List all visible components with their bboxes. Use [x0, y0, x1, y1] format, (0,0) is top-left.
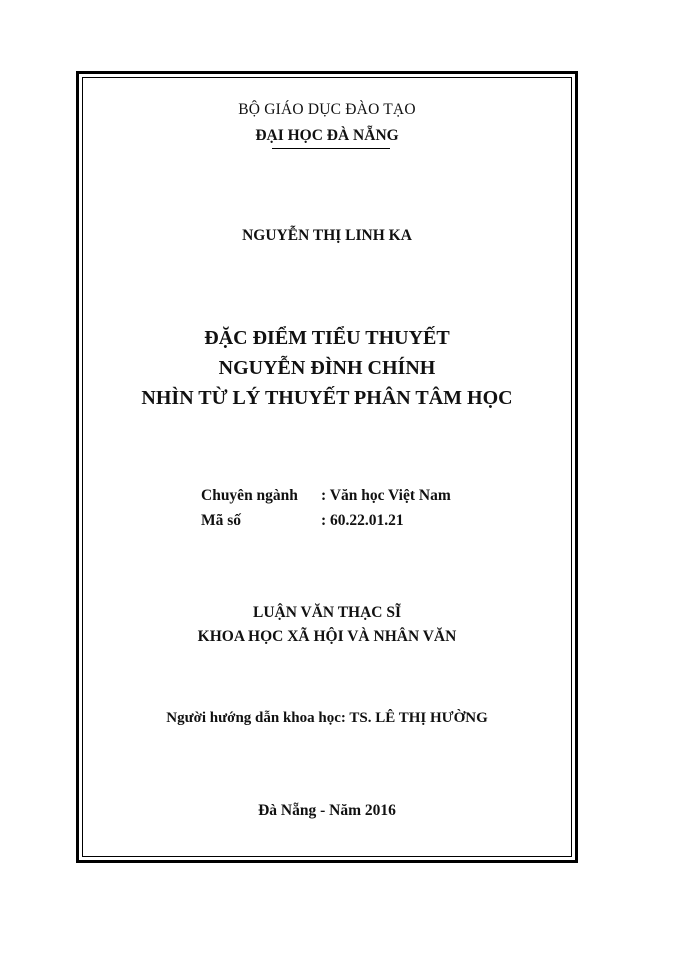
code-row	[201, 512, 404, 530]
thesis-title-line-3: NHÌN TỪ LÝ THUYẾT PHÂN TÂM HỌC	[141, 387, 513, 409]
degree-type: LUẬN VĂN THẠC SĨ	[253, 604, 401, 621]
supervisor-line: Người hướng dẫn khoa học: TS. LÊ THỊ HƯỜNG	[166, 710, 488, 726]
specialization-value: : Văn học Việt Nam	[321, 487, 451, 504]
author-name: NGUYỄN THỊ LINH KA	[242, 227, 412, 244]
thesis-title-line-2: NGUYỄN ĐÌNH CHÍNH	[218, 357, 436, 379]
code-value: : 60.22.01.21	[321, 512, 404, 529]
university-underline	[272, 148, 390, 149]
specialization-row	[201, 487, 451, 505]
ministry-name: BỘ GIÁO DỤC ĐÀO TẠO	[238, 101, 416, 118]
inner-border-frame	[82, 77, 572, 857]
degree-field: KHOA HỌC XÃ HỘI VÀ NHÂN VĂN	[197, 628, 457, 645]
thesis-title-line-1: ĐẶC ĐIỂM TIỂU THUYẾT	[204, 327, 450, 349]
code-label: Mã số	[201, 512, 242, 529]
specialization-label: Chuyên ngành	[201, 487, 298, 504]
university-name: ĐẠI HỌC ĐÀ NẴNG	[255, 127, 399, 144]
place-and-year: Đà Nẵng - Năm 2016	[258, 802, 396, 819]
